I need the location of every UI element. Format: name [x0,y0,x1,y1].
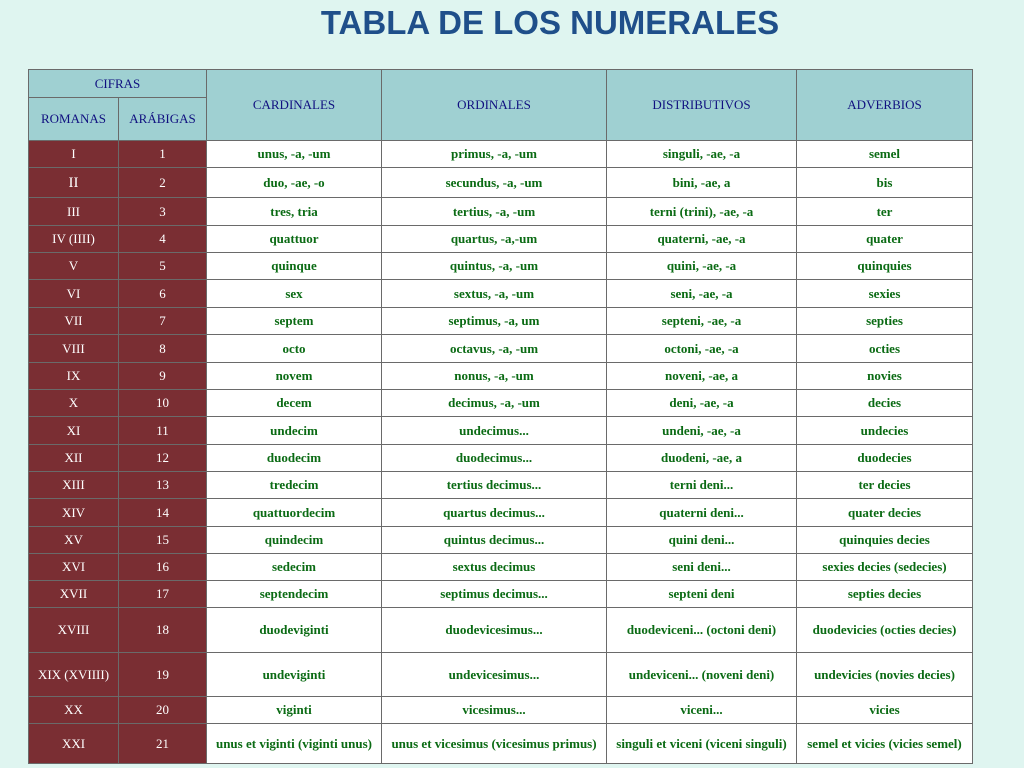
cell-ordinal: duodecimus... [382,445,607,472]
header-romanas: ROMANAS [29,98,119,141]
cell-distributive: septeni deni [607,581,797,608]
cell-cardinal: sedecim [207,554,382,581]
cell-distributive: viceni... [607,697,797,724]
cell-cardinal: novem [207,363,382,390]
cell-adverb: decies [797,390,973,417]
table-row [29,472,973,499]
cell-distributive: undeviceni... (noveni deni) [607,653,797,697]
cell-distributive: singuli et viceni (viceni singuli) [607,724,797,764]
cell-cardinal: quattuordecim [207,499,382,527]
cell-distributive: seni deni... [607,554,797,581]
table-row [29,198,973,226]
cell-arabic: 7 [119,308,207,335]
cell-distributive: terni (trini), -ae, -a [607,198,797,226]
cell-roman: XIII [29,472,119,499]
cell-cardinal: quindecim [207,527,382,554]
cell-distributive: bini, -ae, a [607,168,797,198]
cell-distributive: deni, -ae, -a [607,390,797,417]
cell-cardinal: septendecim [207,581,382,608]
cell-ordinal: primus, -a, -um [382,141,607,168]
cell-adverb: novies [797,363,973,390]
cell-distributive: duodeni, -ae, a [607,445,797,472]
table-row [29,335,973,363]
cell-adverb: undecies [797,417,973,445]
cell-ordinal: quartus, -a,-um [382,226,607,253]
cell-arabic: 12 [119,445,207,472]
cell-roman: XXI [29,724,119,764]
table-row [29,168,973,198]
cell-arabic: 20 [119,697,207,724]
cell-arabic: 9 [119,363,207,390]
table-row [29,445,973,472]
table-row [29,697,973,724]
cell-roman: III [29,198,119,226]
cell-cardinal: viginti [207,697,382,724]
table-row [29,390,973,417]
cell-roman: XVIII [29,608,119,653]
cell-roman: XVI [29,554,119,581]
cell-cardinal: duo, -ae, -o [207,168,382,198]
cell-distributive: septeni, -ae, -a [607,308,797,335]
cell-cardinal: quinque [207,253,382,280]
cell-roman: XIV [29,499,119,527]
cell-roman: XV [29,527,119,554]
cell-distributive: quini, -ae, -a [607,253,797,280]
cell-ordinal: octavus, -a, -um [382,335,607,363]
cell-cardinal: unus et viginti (viginti unus) [207,724,382,764]
table-row [29,608,973,653]
cell-cardinal: undecim [207,417,382,445]
cell-arabic: 6 [119,280,207,308]
cell-adverb: quater [797,226,973,253]
table-row [29,253,973,280]
cell-ordinal: unus et vicesimus (vicesimus primus) [382,724,607,764]
cell-cardinal: duodeviginti [207,608,382,653]
cell-distributive: duodeviceni... (octoni deni) [607,608,797,653]
cell-arabic: 5 [119,253,207,280]
cell-cardinal: tres, tria [207,198,382,226]
cell-ordinal: sextus, -a, -um [382,280,607,308]
cell-arabic: 2 [119,168,207,198]
cell-ordinal: quartus decimus... [382,499,607,527]
table-row [29,226,973,253]
cell-ordinal: quintus decimus... [382,527,607,554]
cell-cardinal: quattuor [207,226,382,253]
cell-distributive: terni deni... [607,472,797,499]
cell-distributive: seni, -ae, -a [607,280,797,308]
numerals-table [28,69,973,764]
header-distributivos: DISTRIBUTIVOS [607,70,797,141]
cell-arabic: 15 [119,527,207,554]
cell-roman: XI [29,417,119,445]
cell-adverb: duodevicies (octies decies) [797,608,973,653]
cell-adverb: vicies [797,697,973,724]
cell-ordinal: secundus, -a, -um [382,168,607,198]
cell-arabic: 4 [119,226,207,253]
cell-ordinal: nonus, -a, -um [382,363,607,390]
cell-roman: XII [29,445,119,472]
cell-roman: IV (IIII) [29,226,119,253]
cell-adverb: ter decies [797,472,973,499]
cell-adverb: bis [797,168,973,198]
cell-ordinal: undevicesimus... [382,653,607,697]
table-row [29,363,973,390]
cell-arabic: 1 [119,141,207,168]
cell-roman: XIX (XVIIII) [29,653,119,697]
cell-adverb: quinquies decies [797,527,973,554]
cell-distributive: noveni, -ae, a [607,363,797,390]
header-arabigas: ARÁBIGAS [119,98,207,141]
page-title: TABLA DE LOS NUMERALES [320,4,780,41]
cell-adverb: sexies [797,280,973,308]
cell-adverb: quinquies [797,253,973,280]
table-row [29,653,973,697]
cell-cardinal: tredecim [207,472,382,499]
cell-roman: VIII [29,335,119,363]
header-ordinales: ORDINALES [382,70,607,141]
cell-distributive: quaterni, -ae, -a [607,226,797,253]
table-row [29,141,973,168]
cell-adverb: ter [797,198,973,226]
cell-adverb: semel et vicies (vicies semel) [797,724,973,764]
cell-cardinal: octo [207,335,382,363]
table-row [29,527,973,554]
table-row [29,417,973,445]
cell-cardinal: duodecim [207,445,382,472]
cell-adverb: octies [797,335,973,363]
cell-arabic: 11 [119,417,207,445]
table-row [29,308,973,335]
cell-arabic: 10 [119,390,207,417]
table-row [29,499,973,527]
cell-adverb: septies decies [797,581,973,608]
cell-adverb: duodecies [797,445,973,472]
cell-cardinal: decem [207,390,382,417]
cell-ordinal: duodevicesimus... [382,608,607,653]
cell-roman: IX [29,363,119,390]
cell-roman: VII [29,308,119,335]
cell-distributive: quini deni... [607,527,797,554]
table-row [29,581,973,608]
cell-adverb: undevicies (novies decies) [797,653,973,697]
header-adverbios: ADVERBIOS [797,70,973,141]
header-cifras: CIFRAS [29,70,207,98]
cell-distributive: undeni, -ae, -a [607,417,797,445]
table-row [29,724,973,764]
cell-distributive: singuli, -ae, -a [607,141,797,168]
cell-cardinal: sex [207,280,382,308]
cell-ordinal: quintus, -a, -um [382,253,607,280]
cell-arabic: 13 [119,472,207,499]
table-row [29,554,973,581]
cell-arabic: 3 [119,198,207,226]
cell-arabic: 16 [119,554,207,581]
cell-roman: I [29,141,119,168]
cell-ordinal: tertius decimus... [382,472,607,499]
cell-adverb: sexies decies (sedecies) [797,554,973,581]
cell-distributive: octoni, -ae, -a [607,335,797,363]
cell-adverb: septies [797,308,973,335]
cell-ordinal: tertius, -a, -um [382,198,607,226]
cell-cardinal: unus, -a, -um [207,141,382,168]
cell-roman: VI [29,280,119,308]
cell-ordinal: vicesimus... [382,697,607,724]
header-cardinales: CARDINALES [207,70,382,141]
cell-roman: X [29,390,119,417]
cell-arabic: 14 [119,499,207,527]
cell-adverb: semel [797,141,973,168]
cell-distributive: quaterni deni... [607,499,797,527]
cell-roman: XX [29,697,119,724]
cell-arabic: 21 [119,724,207,764]
table-body [29,141,973,764]
cell-arabic: 17 [119,581,207,608]
cell-ordinal: undecimus... [382,417,607,445]
cell-arabic: 19 [119,653,207,697]
cell-ordinal: sextus decimus [382,554,607,581]
cell-arabic: 18 [119,608,207,653]
cell-ordinal: septimus, -a, um [382,308,607,335]
cell-cardinal: undeviginti [207,653,382,697]
cell-roman: II [29,168,119,198]
cell-ordinal: decimus, -a, -um [382,390,607,417]
cell-cardinal: septem [207,308,382,335]
cell-arabic: 8 [119,335,207,363]
cell-ordinal: septimus decimus... [382,581,607,608]
table-row [29,280,973,308]
cell-roman: V [29,253,119,280]
cell-roman: XVII [29,581,119,608]
cell-adverb: quater decies [797,499,973,527]
